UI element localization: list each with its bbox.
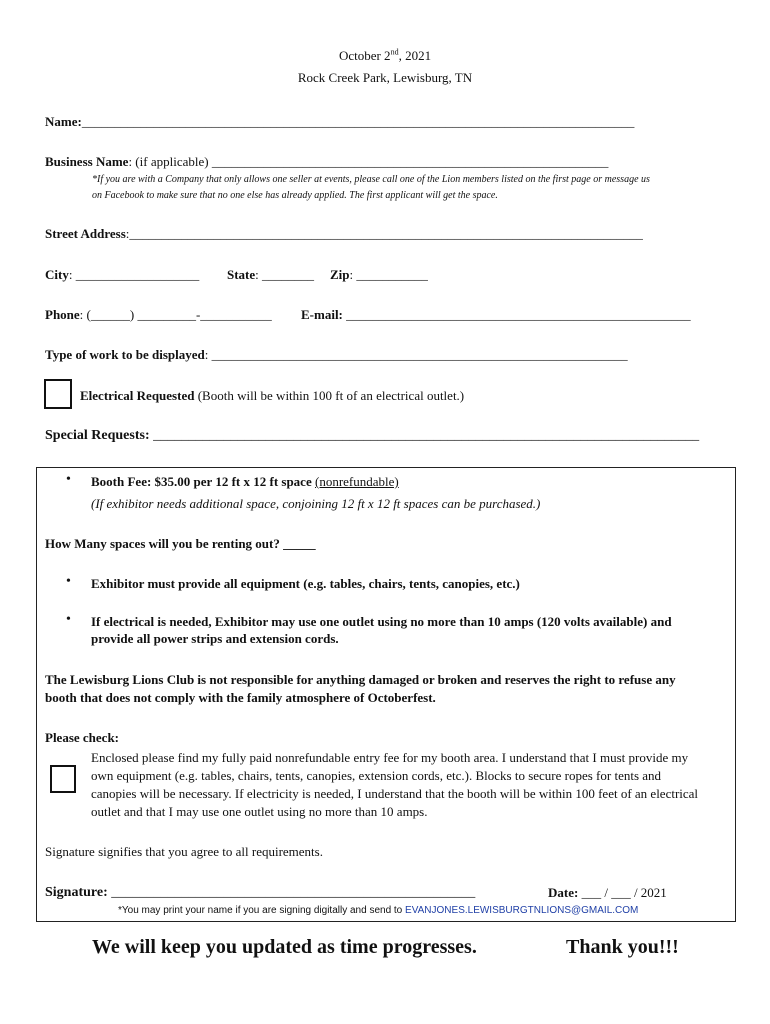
agreement-line-3: canopies will be necessary. If electricity is needed, I understand that the booth will be within 100 feet of an electrical xyxy=(91,786,699,801)
updates-message: We will keep you updated as time progresses. xyxy=(92,936,477,958)
state-field[interactable]: State: ________ xyxy=(227,267,315,282)
rule-electric-line-1: If electrical is needed, Exhibitor may use one outlet using no more than 10 amps (120 volts available) and xyxy=(91,614,672,629)
phone-field[interactable]: Phone: (______) _________-___________ xyxy=(45,307,272,322)
business-note-line-1: *If you are with a Company that only allows one seller at events, please call one of the Lion members listed on the first page or message us xyxy=(92,174,650,185)
spaces-question[interactable]: How Many spaces will you be renting out? _____ xyxy=(45,536,316,551)
city-field[interactable]: City: ___________________ xyxy=(45,267,200,282)
signature-field[interactable]: Signature: ____________________________________________________ xyxy=(45,885,476,900)
bullet-electric: • xyxy=(66,612,71,627)
work-type-field[interactable]: Type of work to be displayed: ________________________________________________________________ xyxy=(45,347,628,362)
liability-line-1: The Lewisburg Lions Club is not responsible for anything damaged or broken and reserves the right to refuse any xyxy=(45,672,676,687)
electrical-checkbox[interactable] xyxy=(44,379,72,409)
liability-line-2: booth that does not comply with the family atmosphere of Octoberfest. xyxy=(45,690,436,705)
electrical-requested-label: Electrical Requested (Booth will be within 100 ft of an electrical outlet.) xyxy=(80,388,465,403)
bullet-fee: • xyxy=(66,472,71,487)
thank-you-message: Thank you!!! xyxy=(566,936,679,958)
business-name-field[interactable]: Business Name: (if applicable) _____________________________________________________________ xyxy=(45,154,609,169)
bullet-equipment: • xyxy=(66,574,71,589)
email-field[interactable]: E-mail: _____________________________________________________ xyxy=(301,307,691,322)
signature-note: Signature signifies that you agree to all requirements. xyxy=(45,844,323,859)
business-note-line-2: on Facebook to make sure that no one else has already applied. The first applicant will get the space. xyxy=(92,190,498,201)
name-field[interactable]: Name:_____________________________________________________________________________________ xyxy=(45,114,635,129)
special-requests-field[interactable]: Special Requests: ______________________________________________________________________________ xyxy=(45,428,700,443)
street-address-field[interactable]: Street Address:_______________________________________________________________________________ xyxy=(45,226,643,241)
agreement-line-1: Enclosed please find my fully paid nonrefundable entry fee for my booth area. I understand that I must provide my xyxy=(91,750,689,765)
agreement-line-4: outlet and that I may use one outlet using no more than 10 amps. xyxy=(91,804,428,819)
agreement-checkbox[interactable] xyxy=(50,765,76,793)
date-field[interactable]: Date: ___ / ___ / 2021 xyxy=(548,885,667,900)
please-check-label: Please check: xyxy=(45,730,120,745)
print-name-note: *You may print your name if you are signing digitally and send to EVANJONES.LEWISBURGTNLIONS@GMAIL.COM xyxy=(118,905,639,916)
event-location: Rock Creek Park, Lewisburg, TN xyxy=(297,70,473,85)
event-date: October 2nd, 2021 xyxy=(338,47,432,63)
agreement-line-2: own equipment (e.g. tables, chairs, tents, canopies, extension cords, etc.). Blocks to secure ropes for tents and xyxy=(91,768,662,783)
booth-fee-note: (If exhibitor needs additional space, conjoining 12 ft x 12 ft spaces can be purchased.) xyxy=(91,496,541,511)
rule-electric-line-2: provide all power strips and extension cords. xyxy=(91,631,339,646)
rule-equipment: Exhibitor must provide all equipment (e.g. tables, chairs, tents, canopies, etc.) xyxy=(91,576,520,591)
contact-email-link[interactable]: EVANJONES.LEWISBURGTNLIONS@GMAIL.COM xyxy=(405,905,639,916)
zip-field[interactable]: Zip: ___________ xyxy=(330,267,428,282)
booth-fee: Booth Fee: $35.00 per 12 ft x 12 ft space (nonrefundable) xyxy=(91,474,399,489)
